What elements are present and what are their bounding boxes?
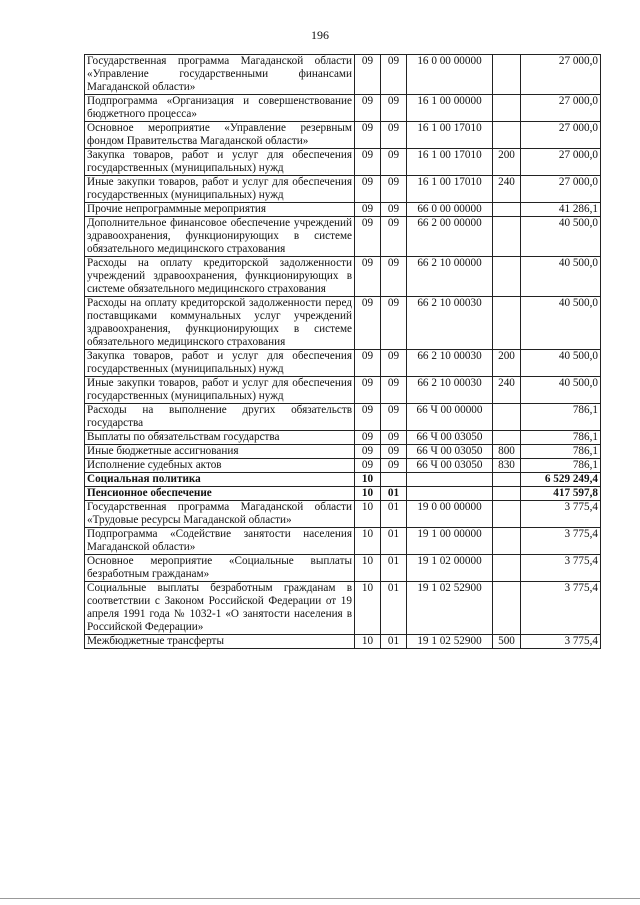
item-name-cell: Иные закупки товаров, работ и услуг для обеспечения государственных (муниципальных) нужд [85, 377, 355, 404]
budget-table-body [85, 55, 601, 649]
section-code-cell: 09 [355, 203, 381, 217]
amount-cell: 40 500,0 [521, 217, 601, 257]
amount-cell: 786,1 [521, 445, 601, 459]
table-row [85, 404, 601, 431]
target-article-code-cell: 16 1 00 00000 [407, 95, 493, 122]
amount-cell: 3 775,4 [521, 501, 601, 528]
expense-type-code-cell: 240 [493, 377, 521, 404]
target-article-code-cell [407, 473, 493, 487]
expense-type-code-cell [493, 95, 521, 122]
subsection-code-cell: 09 [381, 377, 407, 404]
item-name-cell: Расходы на оплату кредиторской задолженности учреждений здравоохранения, функционирующих в системе обязательного медицинского страхования [85, 257, 355, 297]
amount-cell: 41 286,1 [521, 203, 601, 217]
item-name-cell: Дополнительное финансовое обеспечение учреждений здравоохранения, функционирующих в системе обязательного медицинского страхования [85, 217, 355, 257]
expense-type-code-cell: 240 [493, 176, 521, 203]
table-row [85, 473, 601, 487]
subsection-code-cell: 01 [381, 487, 407, 501]
amount-cell: 786,1 [521, 431, 601, 445]
target-article-code-cell: 66 2 10 00030 [407, 350, 493, 377]
expense-type-code-cell: 800 [493, 445, 521, 459]
subsection-code-cell: 09 [381, 176, 407, 203]
section-code-cell: 09 [355, 431, 381, 445]
table-row [85, 95, 601, 122]
section-code-cell: 09 [355, 377, 381, 404]
table-row [85, 528, 601, 555]
table-row [85, 555, 601, 582]
amount-cell: 27 000,0 [521, 149, 601, 176]
table-row [85, 377, 601, 404]
subsection-code-cell [381, 473, 407, 487]
subsection-code-cell: 09 [381, 404, 407, 431]
table-row [85, 297, 601, 350]
item-name-cell: Иные закупки товаров, работ и услуг для обеспечения государственных (муниципальных) нужд [85, 176, 355, 203]
table-row [85, 487, 601, 501]
amount-cell: 27 000,0 [521, 95, 601, 122]
budget-table [84, 54, 601, 649]
subsection-code-cell: 09 [381, 95, 407, 122]
amount-cell: 27 000,0 [521, 122, 601, 149]
table-row [85, 431, 601, 445]
expense-type-code-cell: 500 [493, 635, 521, 649]
amount-cell: 27 000,0 [521, 176, 601, 203]
item-name-cell: Прочие непрограммные мероприятия [85, 203, 355, 217]
target-article-code-cell: 19 1 02 00000 [407, 555, 493, 582]
subsection-code-cell: 09 [381, 431, 407, 445]
item-name-cell: Подпрограмма «Организация и совершенствование бюджетного процесса» [85, 95, 355, 122]
target-article-code-cell: 66 Ч 00 03050 [407, 445, 493, 459]
page-bottom-edge [0, 898, 640, 899]
amount-cell: 3 775,4 [521, 528, 601, 555]
target-article-code-cell: 66 2 10 00030 [407, 297, 493, 350]
section-code-cell: 09 [355, 149, 381, 176]
item-name-cell: Закупка товаров, работ и услуг для обеспечения государственных (муниципальных) нужд [85, 149, 355, 176]
section-code-cell: 09 [355, 55, 381, 95]
expense-type-code-cell: 200 [493, 149, 521, 176]
item-name-cell: Государственная программа Магаданской области «Управление государственными финансами Магаданской области» [85, 55, 355, 95]
section-code-cell: 09 [355, 95, 381, 122]
section-code-cell: 09 [355, 297, 381, 350]
section-code-cell: 09 [355, 217, 381, 257]
section-code-cell: 09 [355, 350, 381, 377]
amount-cell: 27 000,0 [521, 55, 601, 95]
section-code-cell: 09 [355, 176, 381, 203]
expense-type-code-cell [493, 487, 521, 501]
target-article-code-cell: 16 0 00 00000 [407, 55, 493, 95]
item-name-cell: Расходы на оплату кредиторской задолженности перед поставщиками коммунальных услуг учреждений здравоохранения, функционирующих в системе обязательного медицинского страхования [85, 297, 355, 350]
subsection-code-cell: 01 [381, 582, 407, 635]
target-article-code-cell: 16 1 00 17010 [407, 176, 493, 203]
table-row [85, 257, 601, 297]
expense-type-code-cell [493, 582, 521, 635]
item-name-cell: Социальные выплаты безработным гражданам в соответствии с Законом Российской Федерации от 19 апреля 1991 года № 1032-1 «О занятости населения в Российской Федерации» [85, 582, 355, 635]
subsection-code-cell: 09 [381, 297, 407, 350]
section-code-cell: 10 [355, 473, 381, 487]
expense-type-code-cell [493, 122, 521, 149]
section-code-cell: 09 [355, 445, 381, 459]
table-row [85, 122, 601, 149]
amount-cell: 3 775,4 [521, 635, 601, 649]
subsection-code-cell: 09 [381, 350, 407, 377]
target-article-code-cell: 66 Ч 00 00000 [407, 404, 493, 431]
item-name-cell: Межбюджетные трансферты [85, 635, 355, 649]
item-name-cell: Иные бюджетные ассигнования [85, 445, 355, 459]
expense-type-code-cell [493, 203, 521, 217]
expense-type-code-cell: 200 [493, 350, 521, 377]
section-code-cell: 09 [355, 459, 381, 473]
table-row [85, 217, 601, 257]
target-article-code-cell: 66 2 10 00000 [407, 257, 493, 297]
subsection-code-cell: 09 [381, 459, 407, 473]
item-name-cell: Закупка товаров, работ и услуг для обеспечения государственных (муниципальных) нужд [85, 350, 355, 377]
amount-cell: 40 500,0 [521, 297, 601, 350]
subsection-code-cell: 09 [381, 257, 407, 297]
item-name-cell: Пенсионное обеспечение [85, 487, 355, 501]
section-code-cell: 09 [355, 404, 381, 431]
item-name-cell: Социальная политика [85, 473, 355, 487]
target-article-code-cell: 66 Ч 00 03050 [407, 459, 493, 473]
amount-cell: 786,1 [521, 404, 601, 431]
amount-cell: 3 775,4 [521, 555, 601, 582]
section-code-cell: 10 [355, 528, 381, 555]
subsection-code-cell: 01 [381, 555, 407, 582]
table-row [85, 203, 601, 217]
item-name-cell: Подпрограмма «Содействие занятости населения Магаданской области» [85, 528, 355, 555]
expense-type-code-cell [493, 404, 521, 431]
expense-type-code-cell [493, 217, 521, 257]
target-article-code-cell: 19 1 02 52900 [407, 582, 493, 635]
target-article-code-cell: 66 2 00 00000 [407, 217, 493, 257]
target-article-code-cell: 16 1 00 17010 [407, 122, 493, 149]
amount-cell: 417 597,8 [521, 487, 601, 501]
expense-type-code-cell: 830 [493, 459, 521, 473]
expense-type-code-cell [493, 528, 521, 555]
table-row [85, 582, 601, 635]
item-name-cell: Выплаты по обязательствам государства [85, 431, 355, 445]
target-article-code-cell: 16 1 00 17010 [407, 149, 493, 176]
target-article-code-cell [407, 487, 493, 501]
subsection-code-cell: 09 [381, 122, 407, 149]
section-code-cell: 10 [355, 501, 381, 528]
expense-type-code-cell [493, 257, 521, 297]
table-row [85, 459, 601, 473]
table-row [85, 635, 601, 649]
expense-type-code-cell [493, 55, 521, 95]
subsection-code-cell: 01 [381, 501, 407, 528]
expense-type-code-cell [493, 555, 521, 582]
amount-cell: 40 500,0 [521, 350, 601, 377]
expense-type-code-cell [493, 431, 521, 445]
table-row [85, 501, 601, 528]
item-name-cell: Исполнение судебных актов [85, 459, 355, 473]
target-article-code-cell: 19 0 00 00000 [407, 501, 493, 528]
target-article-code-cell: 66 Ч 00 03050 [407, 431, 493, 445]
target-article-code-cell: 66 2 10 00030 [407, 377, 493, 404]
table-row [85, 149, 601, 176]
table-row [85, 445, 601, 459]
amount-cell: 6 529 249,4 [521, 473, 601, 487]
item-name-cell: Основное мероприятие «Управление резервным фондом Правительства Магаданской области» [85, 122, 355, 149]
section-code-cell: 10 [355, 555, 381, 582]
table-row [85, 350, 601, 377]
subsection-code-cell: 09 [381, 149, 407, 176]
subsection-code-cell: 09 [381, 55, 407, 95]
subsection-code-cell: 09 [381, 217, 407, 257]
expense-type-code-cell [493, 473, 521, 487]
section-code-cell: 09 [355, 257, 381, 297]
expense-type-code-cell [493, 501, 521, 528]
subsection-code-cell: 01 [381, 635, 407, 649]
page-number: 196 [311, 28, 329, 42]
section-code-cell: 09 [355, 122, 381, 149]
amount-cell: 786,1 [521, 459, 601, 473]
section-code-cell: 10 [355, 635, 381, 649]
subsection-code-cell: 09 [381, 445, 407, 459]
target-article-code-cell: 19 1 00 00000 [407, 528, 493, 555]
item-name-cell: Основное мероприятие «Социальные выплаты безработным гражданам» [85, 555, 355, 582]
section-code-cell: 10 [355, 487, 381, 501]
amount-cell: 3 775,4 [521, 582, 601, 635]
table-row [85, 55, 601, 95]
subsection-code-cell: 09 [381, 203, 407, 217]
table-row [85, 176, 601, 203]
target-article-code-cell: 66 0 00 00000 [407, 203, 493, 217]
subsection-code-cell: 01 [381, 528, 407, 555]
section-code-cell: 10 [355, 582, 381, 635]
target-article-code-cell: 19 1 02 52900 [407, 635, 493, 649]
item-name-cell: Расходы на выполнение других обязательств государства [85, 404, 355, 431]
item-name-cell: Государственная программа Магаданской области «Трудовые ресурсы Магаданской области» [85, 501, 355, 528]
amount-cell: 40 500,0 [521, 377, 601, 404]
expense-type-code-cell [493, 297, 521, 350]
amount-cell: 40 500,0 [521, 257, 601, 297]
